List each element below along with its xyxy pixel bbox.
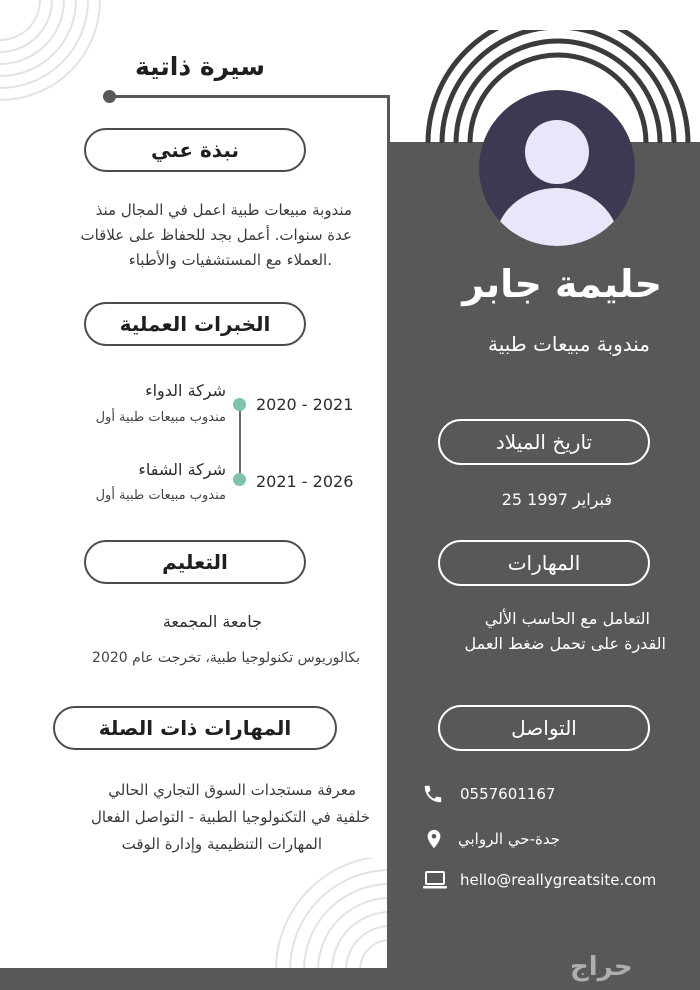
timeline-dot (233, 398, 246, 411)
skill-line: القدرة على تحمل ضغط العمل (464, 634, 666, 653)
decorative-arcs-top-left (0, 0, 110, 110)
location-pin-icon (423, 828, 445, 850)
contact-phone[interactable]: 0557601167 (460, 785, 556, 803)
decorative-arcs-bottom (270, 858, 390, 970)
experience-company: شركة الدواء (145, 381, 226, 400)
avatar-head (525, 120, 589, 184)
related-skill-line: خلفية في التكنولوجيا الطبية - التواصل الفعال (90, 808, 370, 826)
timeline-dot (233, 473, 246, 486)
about-heading-label: نبذة عني (150, 138, 240, 162)
experience-role: مندوب مبيعات طبية أول (95, 410, 226, 425)
contact-heading (438, 705, 650, 751)
contact-location: جدة-حي الروابي (458, 830, 561, 848)
related-skill-line: معرفة مستجدات السوق التجاري الحالي (108, 781, 356, 799)
skills-heading-label: المهارات (507, 551, 581, 575)
laptop-icon (422, 869, 448, 891)
education-school: جامعة المجمعة (162, 612, 262, 631)
related-skills-heading (53, 706, 337, 750)
experience-years: 2020 - 2021 (256, 395, 354, 414)
education-heading (84, 540, 306, 584)
header-dot (103, 90, 116, 103)
page-title: سيرة ذاتية (135, 52, 265, 81)
birth-heading-label: تاريخ الميلاد (495, 430, 593, 454)
skills-heading (438, 540, 650, 586)
about-line-2: عدة سنوات. أعمل بجد للحفاظ على علاقات (80, 226, 352, 244)
profile-job-title: مندوبة مبيعات طبية (488, 332, 650, 356)
experience-role: مندوب مبيعات طبية أول (95, 488, 226, 503)
contact-heading-label: التواصل (511, 716, 577, 740)
contact-email[interactable]: hello@reallygreatsite.com (460, 871, 657, 889)
about-line-1: مندوبة مبيعات طبية اعمل في المجال منذ (95, 201, 352, 219)
related-skills-heading-label: المهارات ذات الصلة (98, 716, 292, 740)
birth-date: 25 فبراير 1997 (501, 490, 612, 509)
experience-heading-label: الخبرات العملية (119, 312, 271, 336)
experience-years: 2021 - 2026 (256, 472, 354, 491)
about-heading (84, 128, 306, 172)
about-line-3: العملاء مع المستشفيات والأطباء. (128, 251, 332, 269)
skill-line: التعامل مع الحاسب الألي (484, 609, 650, 628)
timeline-line (239, 404, 241, 480)
education-heading-label: التعليم (162, 550, 228, 574)
education-degree: بكالوريوس تكنولوجيا طبية، تخرجت عام 2020 (92, 650, 360, 666)
birth-heading (438, 419, 650, 465)
profile-name: حليمة جابر (462, 262, 662, 306)
watermark-logo: حراج (570, 952, 633, 982)
avatar (479, 90, 635, 246)
experience-company: شركة الشفاء (138, 460, 226, 479)
header-line (110, 95, 390, 98)
related-skill-line: المهارات التنظيمية وإدارة الوقت (121, 835, 322, 853)
experience-heading (84, 302, 306, 346)
divider-line (387, 95, 390, 975)
phone-icon (422, 783, 444, 805)
avatar-body (495, 188, 619, 246)
